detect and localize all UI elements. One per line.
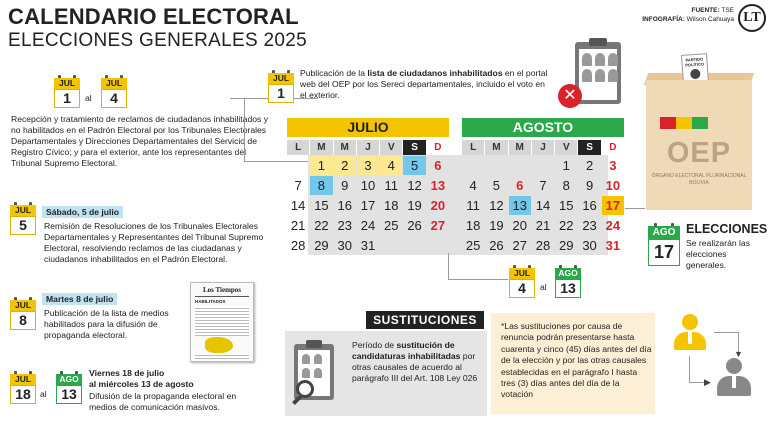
weekday-header: J bbox=[357, 140, 379, 155]
calendar-day: 3 bbox=[609, 158, 617, 173]
calendar-day: 18 bbox=[465, 218, 481, 233]
calendar-day: 28 bbox=[290, 238, 306, 253]
calendar-day: 23 bbox=[582, 218, 597, 233]
calendar-day: 6 bbox=[516, 178, 524, 193]
badge-month: JUL bbox=[509, 268, 535, 279]
date-badge-jul-8 bbox=[10, 300, 36, 330]
calendar-day: 1 bbox=[310, 156, 332, 175]
date-badge-jul-18 bbox=[10, 374, 36, 404]
calendar-day: 18 bbox=[384, 198, 399, 213]
event-text-jul5: Remisión de Resoluciones de los Tribunales Electorales Departamentales y Representantes del Tribunal Supremo Electoral, resolviendo reclamos de las ciudadanas y ciudadanos inhabilitados en el Padrón Electoral. bbox=[44, 221, 264, 264]
text-part: por otras causales de acuerdo al parágrafo III del Art. 108 Ley 026 bbox=[352, 351, 478, 383]
arrow-down-icon: ▼ bbox=[734, 349, 743, 359]
calendar-day: 27 bbox=[512, 238, 527, 253]
calendar-day: 22 bbox=[559, 218, 574, 233]
elections-heading: ELECCIONES bbox=[686, 222, 768, 236]
text-bold-part: sustitución de candidaturas inhabilitadas bbox=[352, 340, 461, 361]
ballot-box-name: OEP bbox=[666, 137, 732, 169]
weekday-header: V bbox=[380, 140, 402, 155]
calendar-day: 31 bbox=[360, 238, 376, 253]
weekday-header: J bbox=[532, 140, 554, 155]
calendar-day: 27 bbox=[430, 218, 446, 233]
calendar-day: 8 bbox=[562, 178, 570, 193]
connector-line bbox=[448, 279, 508, 280]
weekday-header: L bbox=[287, 140, 309, 155]
calendar-day: 21 bbox=[535, 218, 551, 233]
calendar-day: 15 bbox=[314, 198, 329, 213]
calendar-day: 31 bbox=[605, 238, 621, 253]
person-candidate-icon bbox=[670, 312, 710, 352]
event-heading-jul18-line2: al miércoles 13 de agosto bbox=[89, 379, 194, 389]
newspaper-logo: LT bbox=[738, 4, 766, 32]
calendar-empty-cell bbox=[509, 156, 531, 175]
event-text-jul8: Publicación de la lista de medios habilitados para la difusión de propaganda electoral. bbox=[44, 308, 169, 340]
flag-red bbox=[660, 117, 676, 129]
date-badge-jul-4-b bbox=[509, 268, 535, 298]
calendar-day: 29 bbox=[559, 238, 574, 253]
calendar-day: 8 bbox=[310, 176, 332, 195]
range-connector: al bbox=[540, 282, 547, 292]
badge-day: 4 bbox=[101, 89, 127, 108]
badge-day: 18 bbox=[10, 385, 36, 404]
newspaper-name: Los Tiempos bbox=[202, 286, 242, 294]
calendar-day: 20 bbox=[512, 218, 527, 233]
calendar-day: 30 bbox=[582, 238, 597, 253]
calendar-day: 24 bbox=[360, 218, 376, 233]
date-badge-ago-17 bbox=[648, 226, 680, 266]
source-value: TSE bbox=[721, 7, 734, 14]
calendar-day: 23 bbox=[337, 218, 352, 233]
calendar-title-julio: JULIO bbox=[287, 118, 449, 137]
calendar-day: 12 bbox=[407, 178, 422, 193]
infographic-value: Wilson Cahuaya bbox=[686, 16, 734, 23]
event-heading-jul18-line1: Viernes 18 de julio bbox=[89, 368, 165, 378]
badge-month: AGO bbox=[56, 374, 82, 385]
badge-month: JUL bbox=[101, 78, 127, 89]
date-badge-ago-13-b bbox=[555, 268, 581, 298]
flag-yellow bbox=[676, 117, 692, 129]
calendar-day: 16 bbox=[582, 198, 597, 213]
calendar-day: 21 bbox=[290, 218, 306, 233]
newspaper-section: HABILITADOS bbox=[195, 299, 226, 304]
date-badge-jul-4 bbox=[101, 78, 127, 108]
calendar-empty-cell bbox=[403, 236, 425, 255]
text-bold-part: lista de ciudadanos inhabilitados bbox=[367, 68, 503, 78]
reject-x-icon: ✕ bbox=[558, 84, 582, 108]
calendar-day: 9 bbox=[585, 178, 594, 193]
badge-month: AGO bbox=[648, 226, 680, 239]
ballot-text: PARTIDO POLÍTICO bbox=[685, 56, 705, 68]
flag-green bbox=[692, 117, 708, 129]
range-connector: al bbox=[40, 389, 47, 399]
text-part: Publicación de la bbox=[300, 68, 368, 78]
calendar-day: 17 bbox=[360, 198, 376, 213]
calendar-day: 11 bbox=[466, 198, 480, 213]
calendar-day: 16 bbox=[337, 198, 352, 213]
badge-month: JUL bbox=[10, 300, 36, 311]
weekday-header: M bbox=[334, 140, 356, 155]
calendar-day: 3 bbox=[357, 156, 379, 175]
calendar-agosto bbox=[462, 140, 624, 255]
range-connector: al bbox=[85, 93, 92, 103]
credits bbox=[634, 6, 734, 24]
calendar-day: 24 bbox=[605, 218, 621, 233]
substitutions-text bbox=[352, 340, 484, 384]
calendar-day: 15 bbox=[559, 198, 574, 213]
calendar-day: 19 bbox=[489, 218, 504, 233]
calendar-day: 7 bbox=[539, 178, 547, 193]
weekday-header: M bbox=[310, 140, 332, 155]
weekday-header: V bbox=[555, 140, 577, 155]
badge-day: 5 bbox=[10, 216, 36, 235]
badge-day: 8 bbox=[10, 311, 36, 330]
weekday-header: M bbox=[509, 140, 531, 155]
calendar-day: 14 bbox=[290, 198, 306, 213]
calendar-empty-cell bbox=[427, 236, 449, 255]
badge-day: 13 bbox=[555, 279, 581, 298]
weekday-header: M bbox=[485, 140, 507, 155]
calendar-day: 17 bbox=[602, 196, 624, 215]
calendar-day: 2 bbox=[585, 158, 594, 173]
calendar-day: 25 bbox=[384, 218, 399, 233]
clipboard-search-icon bbox=[292, 340, 340, 410]
connector-line bbox=[244, 98, 245, 161]
calendar-day: 5 bbox=[492, 178, 501, 193]
substitutions-note: *Las sustituciones por causa de renuncia podrán presentarse hasta cuarenta y cinco (45) días antes del día de la elección y por las otras causales establecidas en el parágrafo I hasta tres (3) días antes del día de la votación bbox=[501, 321, 652, 400]
weekday-header: S bbox=[578, 140, 600, 155]
calendar-day: 10 bbox=[360, 178, 376, 193]
swap-arrow-line bbox=[714, 332, 738, 333]
calendar-day: 11 bbox=[384, 178, 399, 193]
arrow-right-icon: ▶ bbox=[704, 377, 711, 387]
badge-month: JUL bbox=[10, 374, 36, 385]
page-subtitle: ELECCIONES GENERALES 2025 bbox=[8, 30, 307, 51]
badge-month: AGO bbox=[555, 268, 581, 279]
substitutions-title: SUSTITUCIONES bbox=[366, 311, 484, 329]
connector-line bbox=[448, 253, 449, 279]
calendar-julio bbox=[287, 140, 449, 255]
calendar-empty-cell bbox=[380, 236, 402, 255]
weekday-header: D bbox=[427, 140, 449, 155]
calendar-day: 29 bbox=[314, 238, 329, 253]
calendar-empty-cell bbox=[462, 156, 484, 175]
infographic-label: INFOGRAFÍA: bbox=[642, 16, 685, 23]
elections-text: Se realizarán las elecciones generales. bbox=[686, 238, 751, 270]
badge-day: 1 bbox=[268, 84, 294, 103]
calendar-day: 12 bbox=[489, 198, 504, 213]
connector-line bbox=[625, 208, 645, 209]
page-title: CALENDARIO ELECTORAL bbox=[8, 4, 299, 29]
calendar-day: 4 bbox=[380, 156, 402, 175]
event-heading-jul5: Sábado, 5 de julio bbox=[42, 206, 123, 218]
calendar-day: 28 bbox=[535, 238, 551, 253]
calendar-day: 6 bbox=[434, 158, 442, 173]
badge-month: JUL bbox=[268, 73, 294, 84]
event-text-jul1-publication bbox=[300, 68, 550, 101]
calendar-title-agosto: AGOSTO bbox=[462, 118, 624, 137]
badge-day: 13 bbox=[56, 385, 82, 404]
newspaper-illustration bbox=[190, 282, 254, 362]
calendar-day: 22 bbox=[314, 218, 329, 233]
source-label: FUENTE: bbox=[691, 7, 720, 14]
calendar-day: 1 bbox=[562, 158, 570, 173]
date-badge-jul-1-publication bbox=[268, 73, 294, 103]
person-replacement-icon bbox=[712, 356, 756, 400]
calendar-day: 5 bbox=[403, 156, 425, 175]
calendar-day: 9 bbox=[341, 178, 349, 193]
calendar-day: 10 bbox=[605, 178, 621, 193]
ballot-box-org: ÓRGANO ELECTORAL PLURINACIONAL bbox=[651, 173, 747, 179]
calendar-day: 14 bbox=[535, 198, 551, 213]
calendar-day: 30 bbox=[337, 238, 352, 253]
text-part: Período de bbox=[352, 340, 397, 350]
date-badge-ago-13 bbox=[56, 374, 82, 404]
calendar-day: 7 bbox=[294, 178, 302, 193]
calendar-empty-cell bbox=[532, 156, 554, 175]
event-text-jul1-4: Recepción y tratamiento de reclamos de ciudadanos inhabilitados y no habilitados en el Padrón Electoral por los Tribunales Electorales Departamentales y Direcciones Departamentales del Servicio de Registro Cívico; y para el exterior, ante los representantes del Tribunal Supremo Electoral. bbox=[11, 114, 269, 168]
date-badge-jul-5 bbox=[10, 205, 36, 235]
badge-month: JUL bbox=[54, 78, 80, 89]
ballot-box-country: BOLIVIA bbox=[689, 180, 709, 186]
badge-day: 4 bbox=[509, 279, 535, 298]
text-part: en el portal web del OEP por los Sereci departamentales, incluido el voto en el exterior. bbox=[300, 68, 548, 100]
swap-arrow-line bbox=[689, 356, 690, 382]
ballot-box-subtitle bbox=[646, 173, 752, 187]
calendar-day: 13 bbox=[509, 196, 531, 215]
calendar-day: 25 bbox=[465, 238, 481, 253]
calendar-empty-cell bbox=[485, 156, 507, 175]
calendar-day: 19 bbox=[407, 198, 422, 213]
calendar-empty-cell bbox=[287, 156, 309, 175]
date-badge-jul-1 bbox=[54, 78, 80, 108]
badge-day: 17 bbox=[648, 239, 680, 266]
badge-day: 1 bbox=[54, 89, 80, 108]
calendar-day: 2 bbox=[334, 156, 356, 175]
calendar-day: 20 bbox=[430, 198, 446, 213]
calendar-day: 26 bbox=[489, 238, 504, 253]
calendar-day: 4 bbox=[469, 178, 477, 193]
weekday-header: D bbox=[602, 140, 624, 155]
calendar-day: 13 bbox=[430, 178, 446, 193]
calendar-day: 26 bbox=[407, 218, 422, 233]
weekday-header: L bbox=[462, 140, 484, 155]
badge-month: JUL bbox=[10, 205, 36, 216]
weekday-header: S bbox=[403, 140, 425, 155]
event-text-jul18-ago13: Difusión de la propaganda electoral en medios de comunicación masivos. bbox=[89, 391, 237, 412]
event-heading-jul8: Martes 8 de julio bbox=[42, 293, 117, 305]
